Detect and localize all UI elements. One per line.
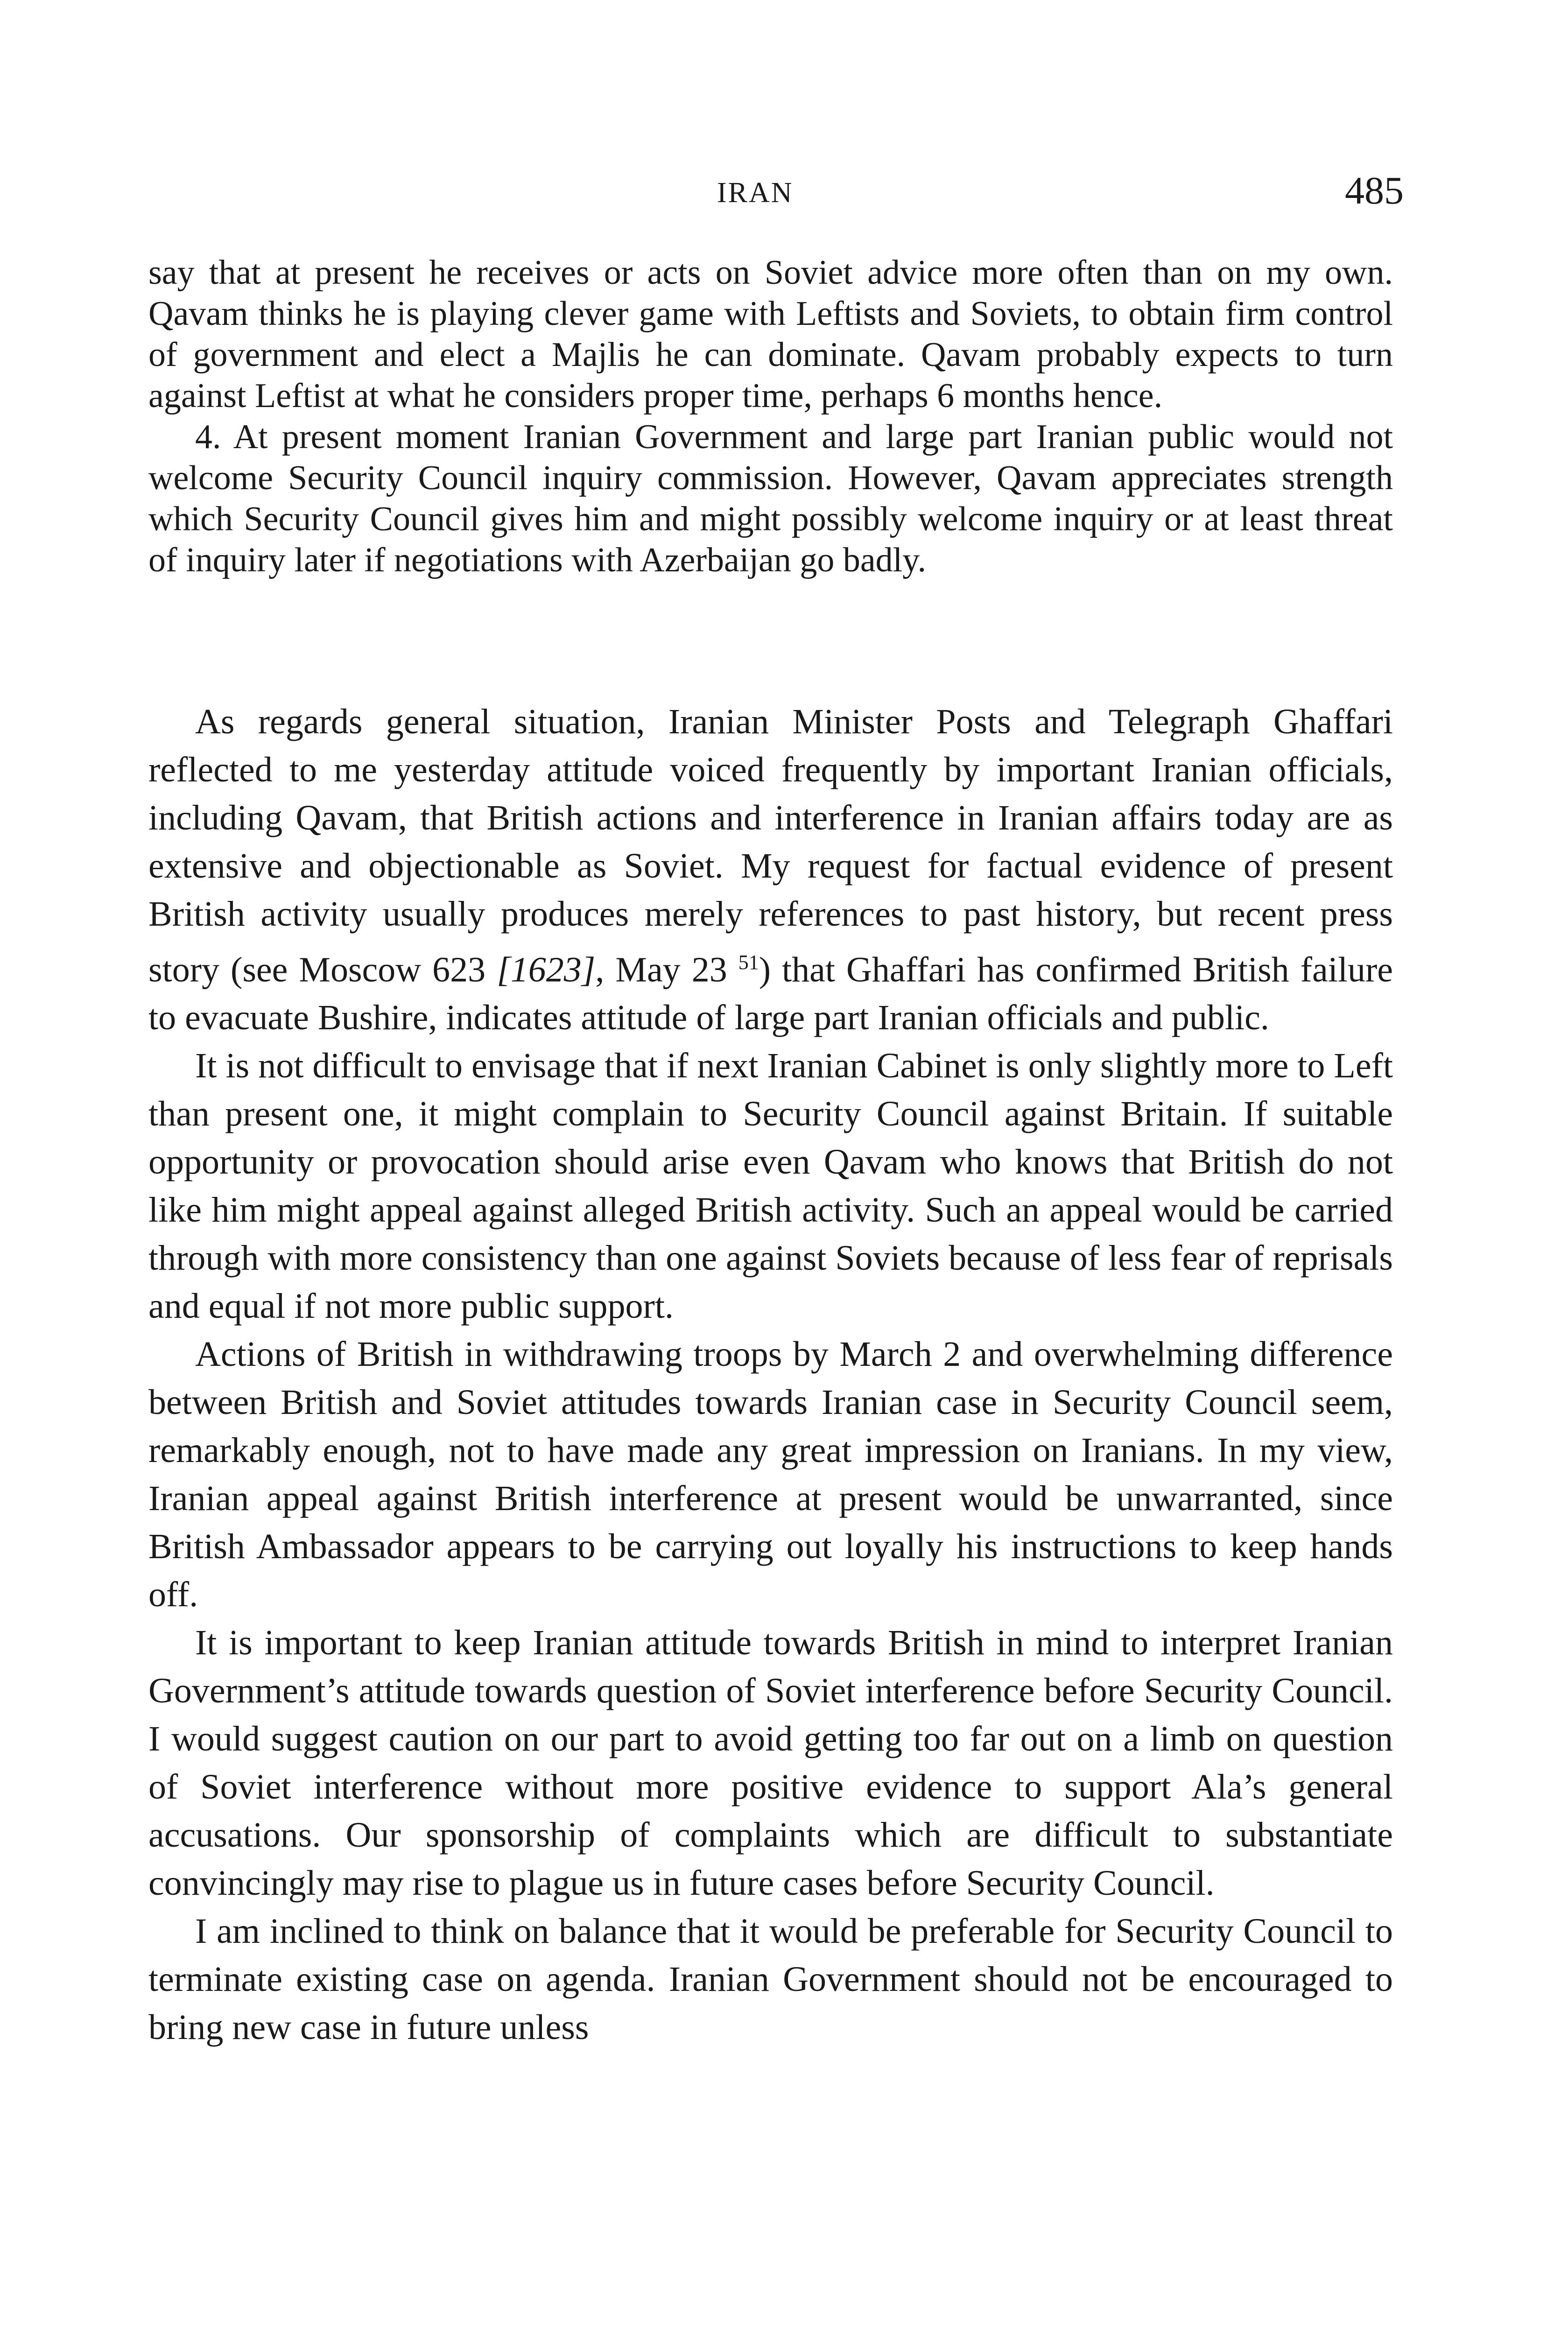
paragraph: Actions of British in withdrawing troops by March 2 and overwhelming difference between British and Soviet attitudes towards Iranian case in Security Council seem, remarkably enough, not to have made any great impression on Iranians. In my view, Iranian appeal against British interference at present would be unwarranted, since British Ambassador appears to be carrying out loyally his instructions to keep hands off. bbox=[148, 1335, 1393, 1615]
paragraph-text: , May 23 bbox=[595, 950, 738, 990]
telegram-reference: [1623] bbox=[497, 950, 596, 990]
main-text-block bbox=[148, 698, 1393, 2052]
paragraph: It is important to keep Iranian attitude towards British in mind to interpret Iranian Government’s attitude towards question of Soviet interference before Security Council. I would suggest caution on our part to avoid getting too far out on a limb on question of Soviet interference without more positive evidence to support Ala’s general accusations. Our sponsorship of complaints which are difficult to substantiate convincingly may rise to plague us in future cases before Security Council. bbox=[148, 1623, 1393, 1903]
quoted-telegram-block bbox=[148, 252, 1393, 581]
paragraph: It is not difficult to envisage that if next Iranian Cabinet is only slightly more to Left than present one, it might complain to Security Council against Britain. If suitable opportunity or provocation should arise even Qavam who knows that British do not like him might appeal against alleged British activity. Such an appeal would be carried through with more consistency than one against Soviets because of less fear of reprisals and equal if not more public support. bbox=[148, 1046, 1393, 1326]
paragraph: say that at present he receives or acts on Soviet advice more often than on my own. Qavam thinks he is playing clever game with Leftists and Soviets, to obtain firm control of government and elect a Majlis he can dominate. Qavam probably expects to turn against Leftist at what he considers proper time, perhaps 6 months hence. bbox=[148, 253, 1393, 415]
paragraph: I am inclined to think on balance that it would be preferable for Security Council to terminate existing case on agenda. Iranian Government should not be encouraged to bring new case in future unless bbox=[148, 1912, 1393, 2047]
paragraph-text: ) that Ghaffari has confirmed British failure to evacuate Bushire, indicates attitude of large part Iranian officials and public. bbox=[148, 950, 1393, 1038]
footnote-reference: 51 bbox=[738, 951, 759, 974]
page-number: 485 bbox=[1345, 169, 1404, 212]
running-title: IRAN bbox=[717, 177, 794, 209]
paragraph-text: As regards general situation, Iranian Minister Posts and Telegraph Ghaffari reflected to me yesterday attitude voiced frequently by important Iranian officials, including Qavam, that British actions and interference in Iranian affairs today are as extensive and objectionable as Soviet. My request for factual evidence of present British activity usually produces merely references to past history, but recent press story (see Moscow 623 bbox=[148, 702, 1393, 990]
paragraph bbox=[148, 698, 1393, 1042]
paragraph: 4. At present moment Iranian Government and large part Iranian public would not welcome Security Council inquiry commission. However, Qavam appreciates strength which Security Council gives him and might possibly welcome inquiry or at least threat of inquiry later if negotiations with Azerbaijan go badly. bbox=[148, 418, 1393, 579]
